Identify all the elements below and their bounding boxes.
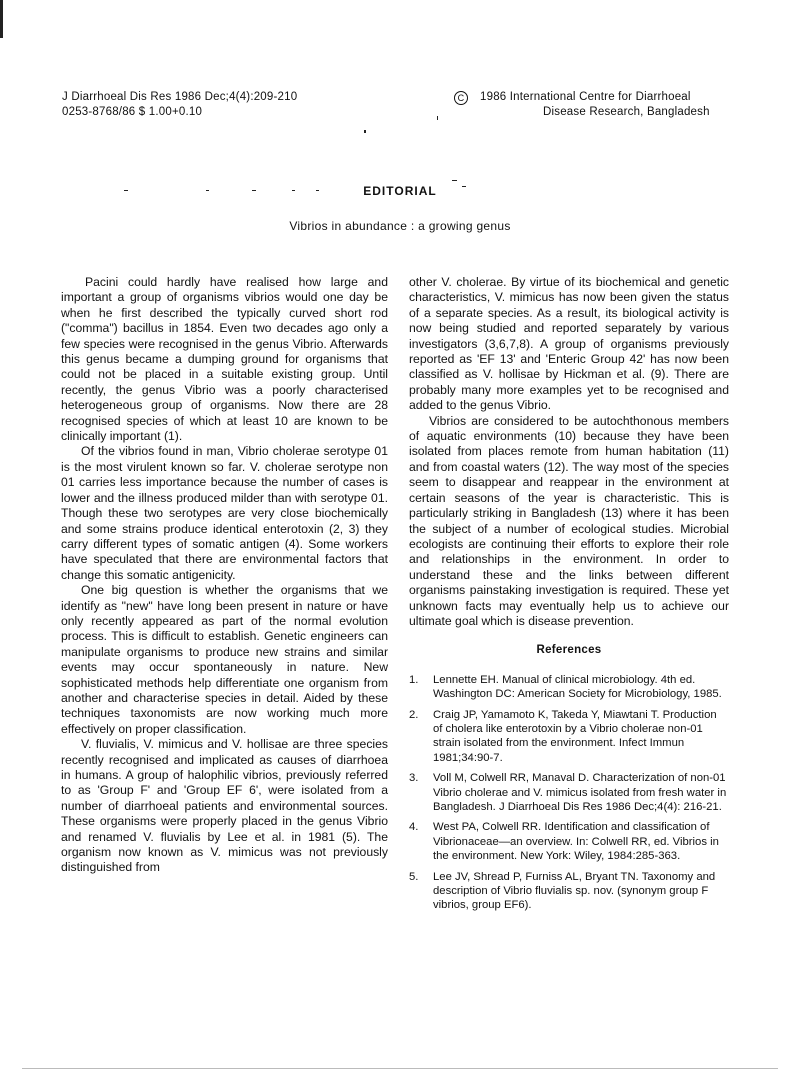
scan-speck xyxy=(206,190,209,191)
reference-text: Voll M, Colwell RR, Manaval D. Characterization of non-01 Vibrio cholerae and V. mimicus isolated from fresh water in Bangladesh. J Diarrhoeal Dis Res 1986 Dec;4(4): 216-21. xyxy=(433,772,727,813)
scan-bottom-edge xyxy=(22,1068,778,1069)
scan-speck xyxy=(124,190,128,191)
paragraph-5: Vibrios are considered to be autochthonous members of aquatic environments (10) because they have been isolated from places remote from human habitation (11) and from coastal waters (12). The way most of the species seem to disappear and reappear in the environment at certain seasons of the year is characteristic. This is particularly striking in Bangladesh (13) where it has been the subject of a number of ecological studies. Microbial ecologists are continuing their efforts to explore their role and relationships in the environment. In order to understand these and the links between different organisms painstaking investigation is required. These yet unknown facts may eventually help us to achieve our ultimate goal which is disease prevention. xyxy=(409,413,729,628)
paragraph-1: Pacini could hardly have realised how large and important a group of organisms vibrios would one day be when he first described the typically curved short rod ("comma") bacillus in 1854. Even two decades ago only a few species were recognised in the genus Vibrio. Afterwards this genus became a dumping ground for organisms that could not be placed in a suitable existing group. Until recently, the genus Vibrio was a poorly characterised heterogeneous group of organisms. Now there are 28 recognised species of which at least 10 are known to be clinically important (1). xyxy=(61,275,388,444)
section-label: EDITORIAL xyxy=(363,184,437,198)
journal-citation: J Diarrhoeal Dis Res 1986 Dec;4(4):209-210 xyxy=(62,91,298,103)
reference-item xyxy=(409,820,729,863)
copyright-icon: C xyxy=(454,91,468,105)
right-column xyxy=(409,275,729,919)
scan-speck xyxy=(437,116,438,120)
paragraph-3: One big question is whether the organisms that we identify as "new" have long been present in nature or have only recently appeared as part of the normal evolution process. This is difficult to establish. Genetic engineers can manipulate organisms to produce new strains and similar events may occur spontaneously in nature. New sophisticated methods help differentiate one organism from another and characterise species in detail. Aided by these techniques taxonomists are now working much more effectively on proper classification. xyxy=(61,583,388,736)
copyright-line-2: Disease Research, Bangladesh xyxy=(543,106,710,118)
reference-item xyxy=(409,673,729,702)
reference-item xyxy=(409,870,729,913)
left-column xyxy=(61,275,388,876)
journal-header xyxy=(62,90,297,120)
paragraph-4-continued: other V. cholerae. By virtue of its biochemical and genetic characteristics, V. mimicus has now been given the status of a separate species. As a result, its biological activity is now being studied and reported separately by various investigators (3,6,7,8). A group of organisms previously reported as 'EF 13' and 'Enteric Group 42' has now been classified as V. hollisae by Hickman et al. (9). There are probably many more examples yet to be recognised and added to the genus Vibrio. xyxy=(409,275,729,413)
reference-number: 2. xyxy=(409,708,419,721)
paragraph-2: Of the vibrios found in man, Vibrio cholerae serotype 01 is the most virulent known so far. V. cholerae serotype non 01 carries less importance because the number of cases is lower and the illness produced milder than with serotype 01. Though these two serotypes are very close biochemically and some strains produce identical enterotoxin (2, 3) they carry different types of somatic antigen (4). Some workers have speculated that there are environmental factors that change this somatic antigenicity. xyxy=(61,444,388,582)
references-heading: References xyxy=(536,644,602,657)
reference-text: West PA, Colwell RR. Identification and classification of Vibrionaceae—an overview. In: Colwell RR, ed. Vibrios in the environment. New York: Wiley, 1984:285-363. xyxy=(433,821,719,863)
reference-text: Craig JP, Yamamoto K, Takeda Y, Miawtani T. Production of cholera like enterotoxin by a Vibrio cholerae non-01 strain isolated from the environment. Infect Immun 1981;34:90-7. xyxy=(433,708,717,764)
scan-speck xyxy=(462,186,466,187)
reference-number: 4. xyxy=(409,821,419,834)
reference-text: Lennette EH. Manual of clinical microbiology. 4th ed. Washington DC: American Society for Microbiology, 1985. xyxy=(433,673,722,701)
scan-edge-mark xyxy=(0,0,3,38)
scan-speck xyxy=(452,180,457,181)
copyright-line-1: 1986 International Centre for Diarrhoeal xyxy=(480,91,691,103)
scan-speck xyxy=(292,190,295,191)
reference-item xyxy=(409,708,729,766)
copyright-header xyxy=(454,90,710,120)
paragraph-4: V. fluvialis, V. mimicus and V. hollisae are three species recently recognised and implicated as causes of diarrhoea in humans. A group of halophilic vibrios, previously referred to as 'Group F' and 'Group EF 6', were isolated from a number of diarrhoeal patients and environmental sources. These organisms were properly placed in the genus Vibrio and renamed V. fluvialis by Lee et al. in 1981 (5). The organism now known as V. mimicus was not previously distinguished from xyxy=(61,737,388,875)
article-title: Vibrios in abundance : a growing genus xyxy=(289,219,511,233)
reference-number: 1. xyxy=(409,673,419,686)
reference-list xyxy=(409,673,729,913)
scan-speck xyxy=(364,130,366,133)
reference-text: Lee JV, Shread P, Furniss AL, Bryant TN. Taxonomy and description of Vibrio fluvialis sp. nov. (synonym group F vibrios, group EF6). xyxy=(433,870,716,912)
issn-line: 0253-8768/86 $ 1.00+0.10 xyxy=(62,106,203,118)
reference-number: 5. xyxy=(409,870,419,883)
reference-number: 3. xyxy=(409,772,419,785)
reference-item xyxy=(409,771,729,814)
scan-speck xyxy=(252,190,256,191)
scan-speck xyxy=(316,190,319,191)
